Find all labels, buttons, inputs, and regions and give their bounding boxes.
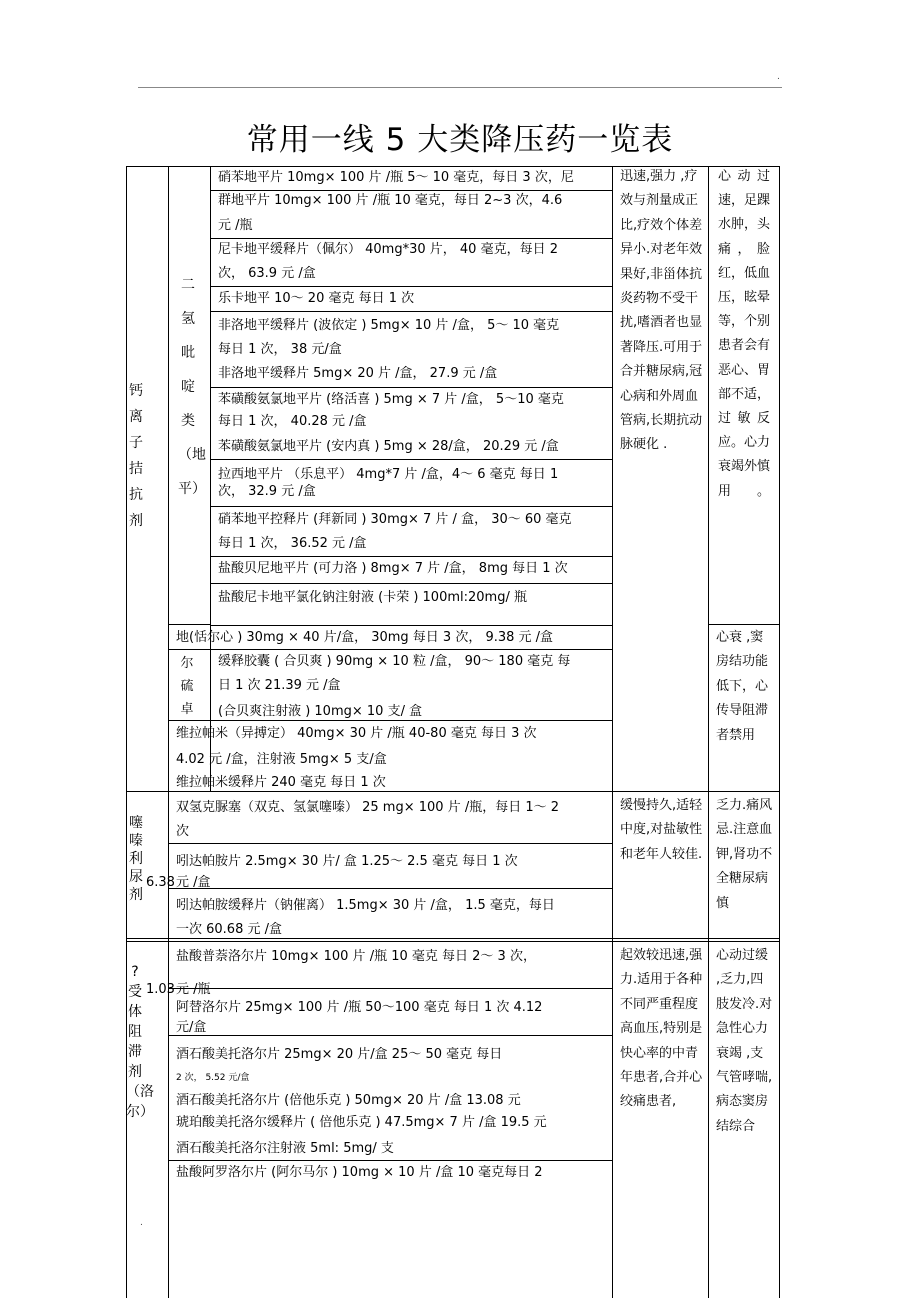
table-border-right xyxy=(779,166,780,1298)
side-effects-diuretic: 乏力.痛风忌.注意血钾,肾功不全糖尿病慎 xyxy=(716,798,773,911)
row-line xyxy=(210,583,612,584)
drug-row: 非洛地平缓释片 5mg× 20 片 /盒， 27.9 元 /盒 xyxy=(218,366,498,381)
drug-row: 盐酸贝尼地平片 (可力洛 ) 8mg× 7 片 /盒， 8mg 每日 1 次 xyxy=(218,561,568,576)
row-line xyxy=(168,843,612,844)
drug-row: 元 /瓶 xyxy=(176,982,211,997)
drug-row: 非洛地平缓释片 (波依定 ) 5mg× 10 片 /盒， 5～ 10 毫克 xyxy=(218,318,560,333)
row-line xyxy=(168,1035,612,1036)
row-line xyxy=(168,988,612,989)
drug-row: 每日 1 次， 36.52 元 /盒 xyxy=(218,536,367,551)
drug-row: 乐卡地平 10～ 20 毫克 每日 1 次 xyxy=(218,291,415,306)
row-line xyxy=(210,459,612,460)
drug-row: 酒石酸美托洛尔注射液 5ml: 5mg/ 支 xyxy=(176,1141,394,1156)
overlay-price: 6.38 xyxy=(146,875,175,890)
header-rule xyxy=(138,87,782,88)
drug-row: 元 /瓶 xyxy=(218,218,253,233)
corner-dot: . xyxy=(777,72,780,82)
drug-row: 维拉帕米（异搏定） 40mg× 30 片 /瓶 40-80 毫克 每日 3 次 xyxy=(176,726,537,741)
drug-row: 每日 1 次， 40.28 元 /盒 xyxy=(218,414,367,429)
col-divider-3 xyxy=(612,166,613,1298)
side-effects-ccb: 心动过速，足踝水肿，头痛，脸红，低血压，眩晕等，个别患者会有恶心、胃部不适，过敏反应。心力衰竭外慎用。 xyxy=(718,169,771,499)
drug-table xyxy=(126,166,780,1298)
drug-row: 一次 60.68 元 /盒 xyxy=(176,922,282,937)
drug-row: 盐酸阿罗洛尔片 (阿尔马尔 ) 10mg × 10 片 /盒 10 毫克每日 2 xyxy=(176,1165,543,1180)
subcategory-diltiazem: 尔硫卓 xyxy=(180,656,194,717)
drug-row: 苯磺酸氨氯地平片 (安内真 ) 5mg × 28/盒， 20.29 元 /盒 xyxy=(218,439,559,454)
side-effects-ndhp: 心衰 ,窦房结功能低下，心传导阻滞者禁用 xyxy=(716,630,769,743)
features-ccb: 迅速,强力 ,疗效与剂量成正比,疗效个体差异小.对老年效果好,非甾体抗炎药物不受干扰,嗜酒者也显著降压.可用于合并糖尿病,冠心病和外周血管病,长期抗动脉硬化 . xyxy=(620,169,703,453)
drug-row: 群地平片 10mg× 100 片 /瓶 10 毫克，每日 2~3 次，4.6 xyxy=(218,193,563,208)
drug-row: 元/盒 xyxy=(176,1020,207,1035)
drug-row: 次 xyxy=(176,824,190,839)
drug-row: 双氢克脲塞（双克、氢氯噻嗪） 25 mg× 100 片 /瓶，每日 1～ 2 xyxy=(176,800,560,815)
drug-row: 苯磺酸氨氯地平片 (络活喜 ) 5mg × 7 片 /盒， 5～10 毫克 xyxy=(218,392,564,407)
features-beta: 起效较迅速,强力.适用于各种不同严重程度高血压,特别是快心率的中青年患者,合并心绞痛患者, xyxy=(620,948,703,1110)
drug-row: 硝苯地平片 10mg× 100 片 /瓶 5～ 10 毫克，每日 3 次，尼 xyxy=(218,170,574,185)
drug-row: 日 1 次 21.39 元 /盒 xyxy=(218,678,341,693)
features-diuretic: 缓慢持久,适轻中度,对盐敏性和老年人较佳. xyxy=(620,798,703,862)
drug-row: 元 /盒 xyxy=(176,875,211,890)
row-line xyxy=(168,888,612,889)
category-beta: ?受体阻滞剂（洛尔） xyxy=(126,964,154,1120)
row-line xyxy=(708,624,780,625)
subcategory-dhp: 二氢吡啶类（地平） xyxy=(178,277,206,497)
drug-row: 阿替洛尔片 25mg× 100 片 /瓶 50～100 毫克 每日 1 次 4.12 xyxy=(176,1000,543,1015)
side-effects-beta: 心动过缓 ,乏力,四肢发冷.对急性心力衰竭 ,支气管哮喘,病态窦房结综合 xyxy=(716,948,773,1134)
drug-row: 硝苯地平控释片 (拜新同 ) 30mg× 7 片 / 盒， 30～ 60 毫克 xyxy=(218,512,572,527)
col-divider-1 xyxy=(168,166,169,1298)
drug-row: 缓释胶囊 ( 合贝爽 ) 90mg × 10 粒 /盒， 90～ 180 毫克 每 xyxy=(218,654,571,669)
drug-row: 酒石酸美托洛尔片 25mg× 20 片/盒 25～ 50 毫克 每日 xyxy=(176,1047,503,1062)
drug-row-diltiazem: 地(恬尔心 ) 30mg × 40 片/盒， 30mg 每日 3 次， 9.38 元 /盒 xyxy=(176,630,554,645)
drug-row: (合贝爽注射液 ) 10mg× 10 支/ 盒 xyxy=(218,704,423,719)
category-ccb: 钙离子拮抗剂 xyxy=(129,383,143,529)
drug-row: 4.02 元 /盒，注射液 5mg× 5 支/盒 xyxy=(176,752,387,767)
table-border-left xyxy=(126,166,127,1298)
drug-row: 尼卡地平缓释片（佩尔） 40mg*30 片， 40 毫克，每日 2 xyxy=(218,242,558,257)
drug-row: 每日 1 次， 38 元/盒 xyxy=(218,342,342,357)
row-line xyxy=(210,311,612,312)
drug-row: 盐酸普萘洛尔片 10mg× 100 片 /瓶 10 毫克 每日 2～ 3 次， xyxy=(176,949,536,964)
col-divider-4 xyxy=(708,166,709,1298)
drug-row: 次， 32.9 元 /盒 xyxy=(218,484,316,499)
drug-row: 吲达帕胺缓释片（钠催离） 1.5mg× 30 片 /盒， 1.5 毫克，每日 xyxy=(176,898,555,913)
drug-row: 次， 63.9 元 /盒 xyxy=(218,266,316,281)
drug-row: 2 次， 5.52 元/盒 xyxy=(176,1073,250,1083)
row-line xyxy=(210,649,211,720)
drug-row: 拉西地平片 （乐息平） 4mg*7 片 /盒，4～ 6 毫克 每日 1 xyxy=(218,467,559,482)
drug-row: 琥珀酸美托洛尔缓释片 ( 倍他乐克 ) 47.5mg× 7 片 /盒 19.5 元 xyxy=(176,1115,547,1130)
drug-row: 吲达帕胺片 2.5mg× 30 片/ 盒 1.25～ 2.5 毫克 每日 1 次 xyxy=(176,854,518,869)
category-diuretic: 噻嗪利尿剂 xyxy=(129,815,143,903)
overlay-price: 1.03 xyxy=(146,982,175,997)
drug-row: 盐酸尼卡地平氯化钠注射液 (卡荣 ) 100ml:20mg/ 瓶 xyxy=(218,590,527,605)
footer-dot: . xyxy=(140,1218,143,1228)
drug-row: 维拉帕米缓释片 240 毫克 每日 1 次 xyxy=(176,775,386,790)
page-title: 常用一线 5 大类降压药一览表 xyxy=(246,122,674,158)
drug-row: 酒石酸美托洛尔片 (倍他乐克 ) 50mg× 20 片 /盒 13.08 元 xyxy=(176,1093,521,1108)
